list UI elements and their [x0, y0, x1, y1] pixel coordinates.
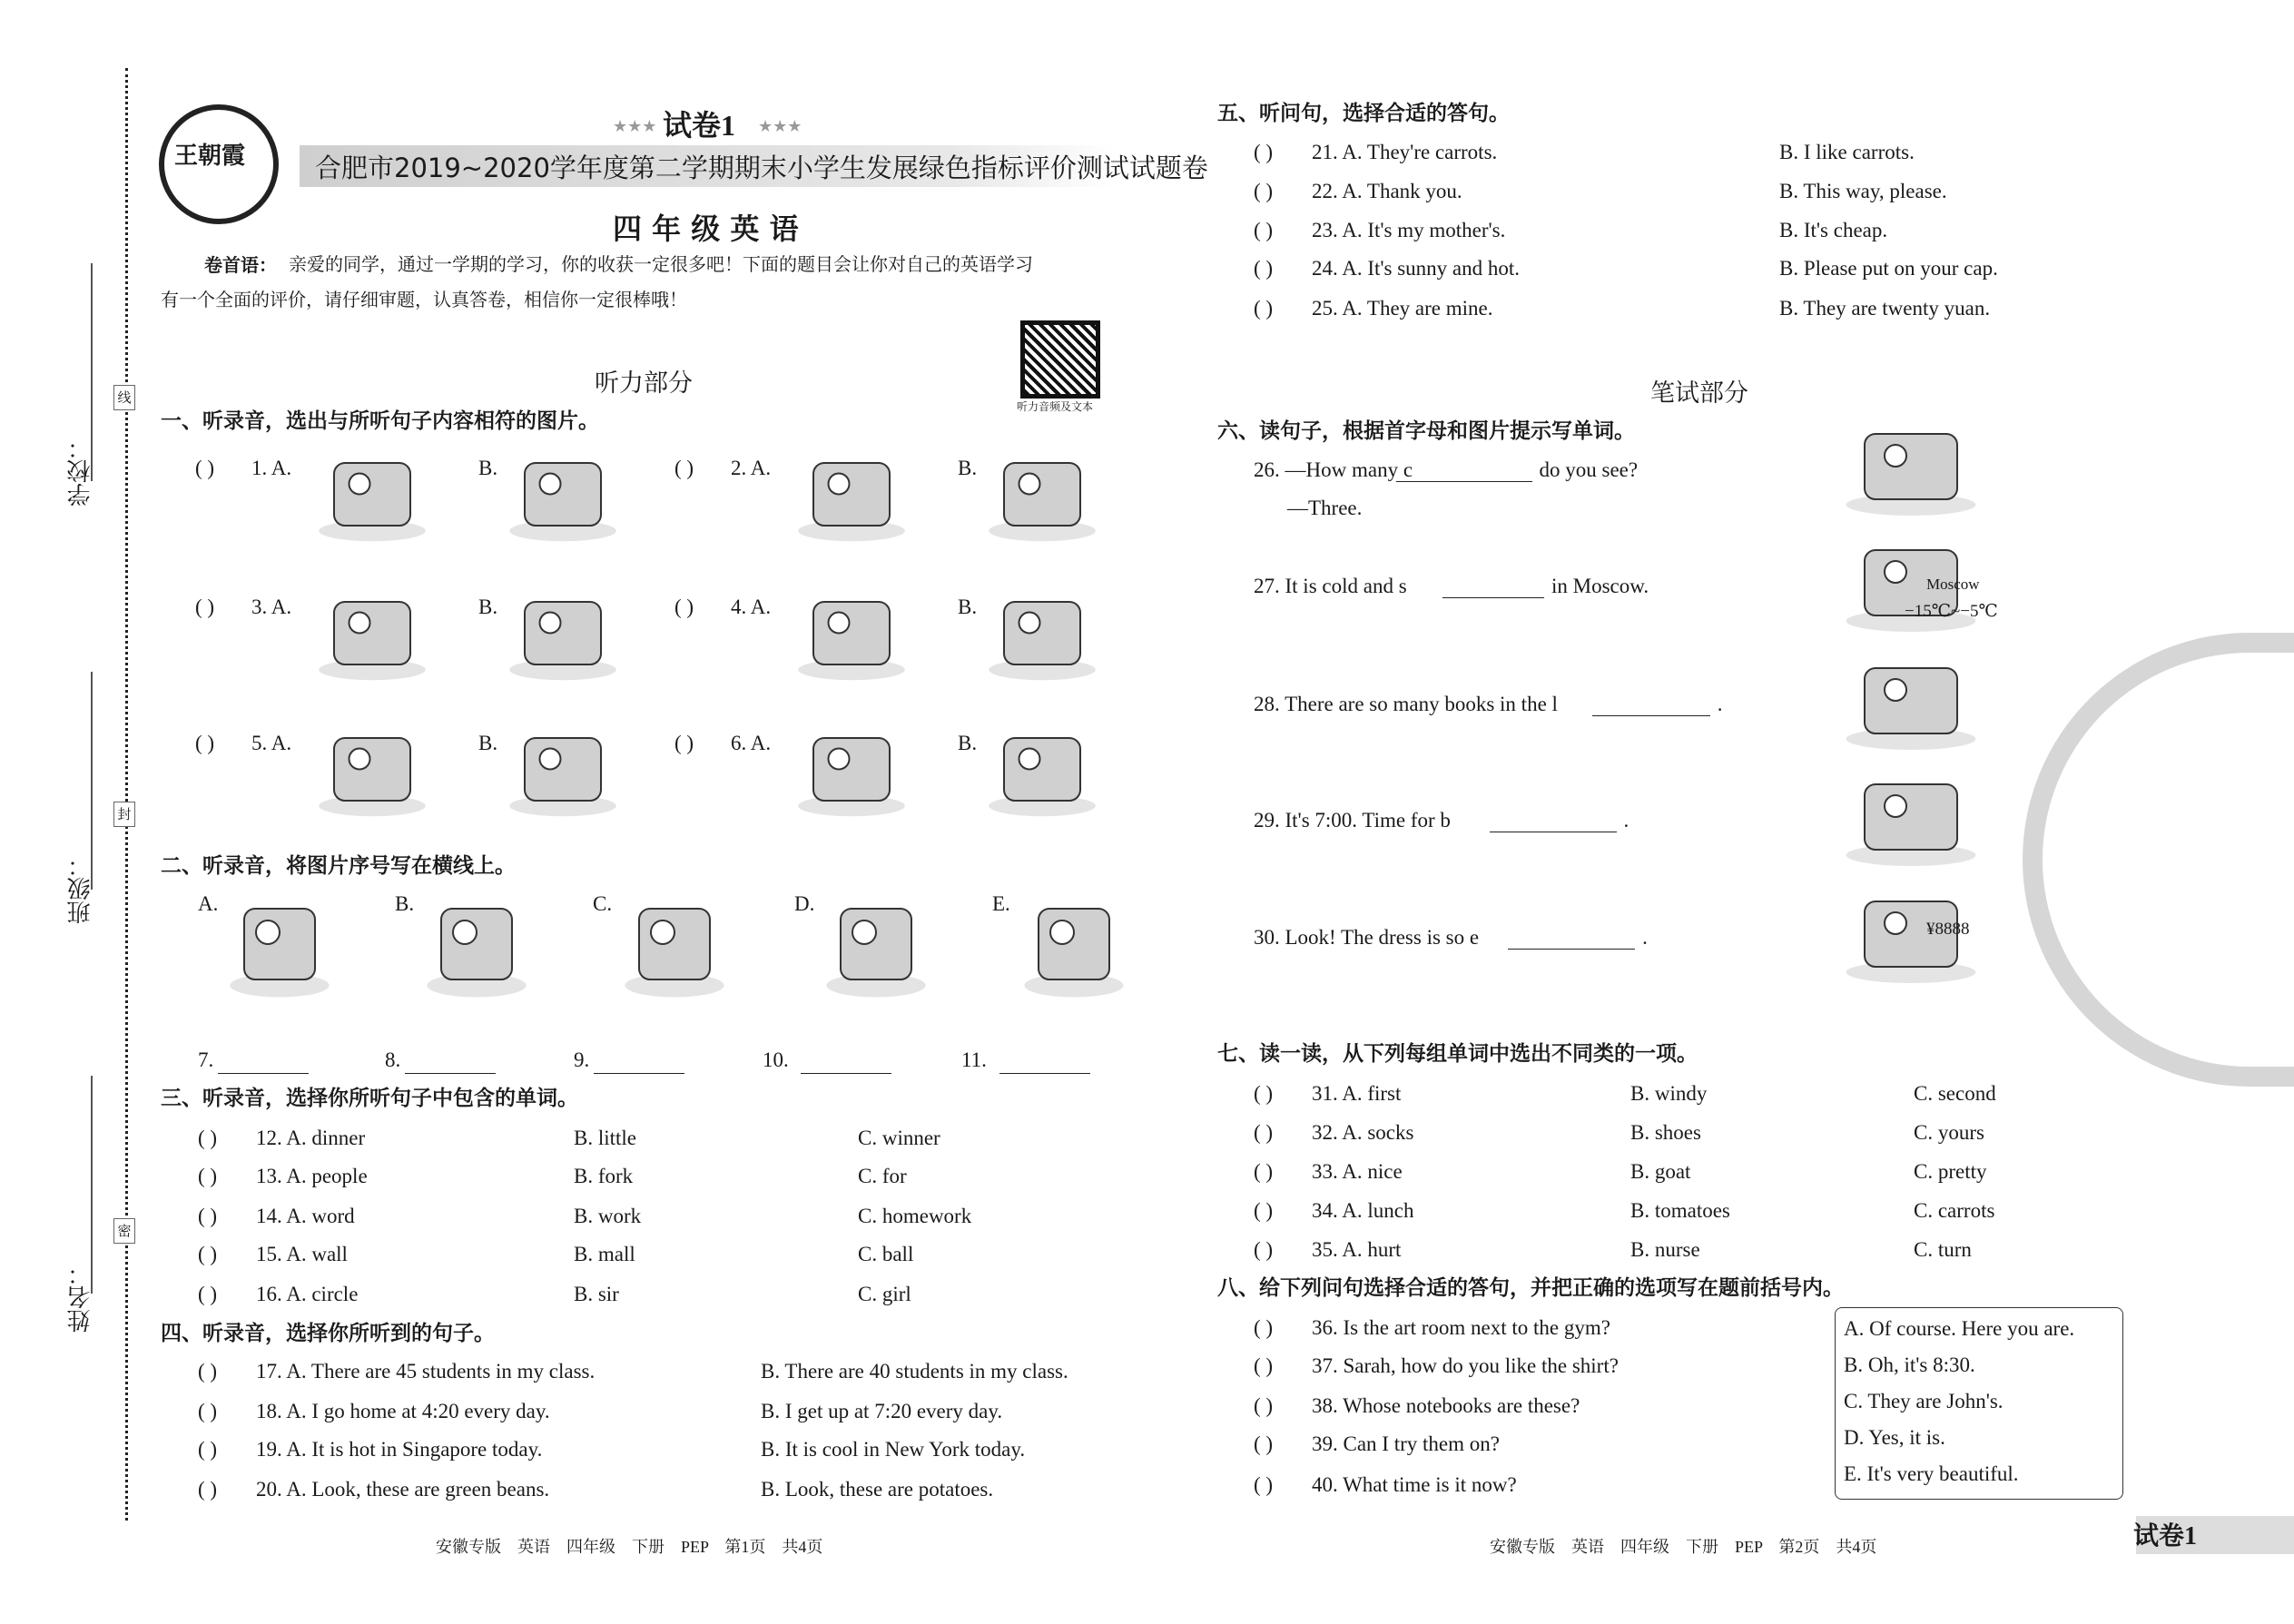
footer-left: 安徽专版 英语 四年级 下册 PEP 第1页 共4页 [436, 1538, 823, 1556]
pants-icon [499, 717, 626, 822]
option-b-label: B. [958, 595, 978, 618]
answer-blank[interactable] [594, 1049, 684, 1074]
option-b: B. This way, please. [1779, 180, 1947, 202]
boy-watering-flowers-icon [499, 442, 626, 546]
option-a: 32. A. socks [1312, 1121, 1414, 1144]
picture-label: B. [395, 892, 415, 915]
option-b: B. work [574, 1205, 642, 1227]
exam-title: 合肥市2019~2020学年度第二学期期末小学生发展绿色指标评价测试试题卷 [315, 153, 1208, 183]
binding-line [125, 68, 128, 1521]
series-title: 试卷1 [663, 109, 736, 142]
answer-paren[interactable]: ( ) [198, 1243, 218, 1265]
option-c: C. homework [858, 1205, 972, 1227]
option-b-label: B. [478, 457, 498, 479]
option-c: C. pretty [1914, 1160, 1987, 1183]
answer-blank[interactable] [1442, 574, 1544, 598]
intro-line2: 有一个全面的评价，请仔细审题，认真答卷，相信你一定很棒哦！ [161, 290, 687, 310]
question: 40. What time is it now? [1312, 1473, 1517, 1496]
option-a: 17. A. There are 45 students in my class. [256, 1360, 596, 1383]
girl-in-bed-with-clock-icon [979, 442, 1106, 546]
question-number: 3. A. [251, 595, 292, 618]
question-number: 5. A. [251, 732, 292, 754]
option-b: B. I get up at 7:20 every day. [761, 1400, 1003, 1422]
sentence-start: 26. —How many c [1254, 458, 1413, 481]
subject-title: 四 年 级 英 语 [613, 212, 799, 246]
option-b: B. tomatoes [1630, 1199, 1730, 1222]
option-b-label: B. [958, 732, 978, 754]
school-field[interactable] [91, 263, 93, 481]
shirt-icon [979, 717, 1106, 822]
picture-label: D. [794, 892, 815, 915]
library-building-icon [1834, 646, 1988, 755]
seal-mark: 密 [113, 1218, 135, 1244]
reply: —Three. [1287, 497, 1363, 519]
hint-price: ¥8888 [1926, 920, 1970, 939]
option-b: B. windy [1630, 1082, 1708, 1105]
answer-paren[interactable]: ( ) [1254, 141, 1274, 163]
answer-option: D. Yes, it is. [1844, 1426, 1945, 1449]
skirt-icon [788, 717, 915, 822]
question: 37. Sarah, how do you like the shirt? [1312, 1354, 1619, 1377]
rain-cloud-icon [817, 885, 935, 1003]
seal-mark: 封 [113, 802, 135, 827]
answer-blank[interactable] [1396, 458, 1532, 482]
blank-number: 11. [961, 1048, 987, 1071]
answer-paren[interactable]: ( ) [1254, 1121, 1274, 1144]
option-a: 35. A. hurt [1312, 1238, 1402, 1261]
option-c: C. second [1914, 1082, 1996, 1105]
sentence-end: do you see? [1539, 458, 1639, 481]
answer-blank[interactable] [999, 1049, 1090, 1074]
section1-heading: 一、听录音，选出与所听句子内容相符的图片。 [161, 409, 599, 433]
option-a: 20. A. Look, these are green beans. [256, 1478, 550, 1501]
answer-paren[interactable]: ( ) [1254, 1354, 1274, 1377]
answer-option: C. They are John's. [1844, 1390, 2004, 1412]
answer-blank[interactable] [1490, 808, 1617, 832]
answer-option: E. It's very beautiful. [1844, 1462, 2019, 1485]
option-b: B. mall [574, 1243, 635, 1265]
option-b: B. Look, these are potatoes. [761, 1478, 994, 1501]
option-a: 23. A. It's my mother's. [1312, 219, 1506, 241]
option-b-label: B. [958, 457, 978, 479]
blank-number: 9. [574, 1048, 590, 1071]
option-a: 22. A. Thank you. [1312, 180, 1462, 202]
stars-right: ★★★ [758, 117, 802, 135]
sentence-start: 30. Look! The dress is so e [1254, 926, 1480, 949]
school-label: 学校： [67, 436, 94, 507]
option-a: 33. A. nice [1312, 1160, 1403, 1183]
option-b: B. sir [574, 1283, 619, 1305]
sentence-end: . [1717, 693, 1723, 715]
option-c: C. ball [858, 1243, 914, 1265]
blank-number: 8. [385, 1048, 401, 1071]
sentence-end: . [1623, 809, 1629, 832]
answer-paren[interactable]: ( ) [1254, 1473, 1274, 1496]
answer-paren[interactable]: ( ) [195, 732, 215, 754]
hens-and-chicks-icon [418, 885, 536, 1003]
blank-number: 10. [763, 1048, 789, 1071]
boy-eating-with-clock-icon [1834, 763, 1988, 871]
option-b: B. It is cool in New York today. [761, 1438, 1026, 1461]
answer-paren[interactable]: ( ) [1254, 180, 1274, 202]
option-a: 12. A. dinner [256, 1127, 366, 1149]
question: 39. Can I try them on? [1312, 1432, 1500, 1455]
class-field[interactable] [91, 672, 93, 890]
option-b: B. nurse [1630, 1238, 1700, 1261]
answer-blank[interactable] [1592, 692, 1710, 716]
answer-paren[interactable]: ( ) [198, 1360, 218, 1383]
stars-left: ★★★ [613, 117, 657, 135]
answer-paren[interactable]: ( ) [674, 732, 694, 754]
question: 38. Whose notebooks are these? [1312, 1394, 1580, 1417]
option-c: C. carrots [1914, 1199, 1995, 1222]
family-eating-icon [788, 442, 915, 546]
answer-paren[interactable]: ( ) [198, 1205, 218, 1227]
picture-label: A. [198, 892, 219, 915]
option-a: 16. A. circle [256, 1283, 359, 1305]
answer-blank[interactable] [1508, 925, 1635, 950]
option-a: 24. A. It's sunny and hot. [1312, 257, 1521, 280]
shorts-icon [309, 717, 436, 822]
boys-playing-football-icon [309, 442, 436, 546]
option-c: C. for [858, 1165, 907, 1187]
question-number: 2. A. [731, 457, 772, 479]
question-number: 4. A. [731, 595, 772, 618]
sentence-end: in Moscow. [1551, 575, 1649, 597]
option-b-label: B. [478, 732, 498, 754]
option-a: 31. A. first [1312, 1082, 1402, 1105]
answer-paren[interactable]: ( ) [674, 595, 694, 618]
sentence-end: . [1642, 926, 1648, 949]
sunny-countryside-icon [309, 581, 436, 685]
answer-paren[interactable]: ( ) [1254, 257, 1274, 280]
class-label: 班级： [67, 853, 94, 924]
answer-paren[interactable]: ( ) [198, 1165, 218, 1187]
option-a: 15. A. wall [256, 1243, 348, 1265]
question-number: 1. A. [251, 457, 292, 479]
option-c: C. girl [858, 1283, 911, 1305]
logo-text: 王朝霞 [174, 143, 246, 169]
option-b-label: B. [478, 595, 498, 618]
horse-icon [979, 581, 1106, 685]
answer-paren[interactable]: ( ) [1254, 1432, 1274, 1455]
option-c: C. turn [1914, 1238, 1972, 1261]
question-number: 6. A. [731, 732, 772, 754]
section3-heading: 三、听录音，选择你所听句子中包含的单词。 [161, 1087, 578, 1110]
snowy-house-icon [499, 581, 626, 685]
answer-paren[interactable]: ( ) [1254, 1199, 1274, 1222]
option-b: B. It's cheap. [1779, 219, 1888, 241]
answer-paren[interactable]: ( ) [1254, 1160, 1274, 1183]
watermark-seal [2023, 633, 2294, 1087]
option-a: 13. A. people [256, 1165, 368, 1187]
answer-paren[interactable]: ( ) [198, 1283, 218, 1305]
picture-label: E. [992, 892, 1010, 915]
answer-paren[interactable]: ( ) [198, 1127, 218, 1149]
seal-mark: 线 [113, 385, 135, 410]
girls-singing-icon [221, 885, 339, 1003]
section2-heading: 二、听录音，将图片序号写在横线上。 [161, 854, 516, 878]
blank-number: 7. [198, 1048, 214, 1071]
qr-caption: 听力音频及文本 [1017, 400, 1094, 413]
answer-option: B. Oh, it's 8:30. [1844, 1353, 1975, 1376]
answer-blank[interactable] [405, 1049, 496, 1074]
option-b: B. little [574, 1127, 636, 1149]
answer-paren[interactable]: ( ) [674, 457, 694, 479]
section6-heading: 六、读句子，根据首字母和图片提示写单词。 [1217, 419, 1635, 443]
girl-drinking-at-desk-icon [615, 885, 733, 1003]
option-a: 34. A. lunch [1312, 1199, 1414, 1222]
answer-blank[interactable] [801, 1049, 891, 1074]
answer-paren[interactable]: ( ) [1254, 297, 1274, 320]
cats-on-tree-icon [1834, 412, 1988, 521]
hint-temperature: −15℃~−5℃ [1905, 602, 1998, 621]
qr-code [1020, 320, 1100, 399]
option-c: C. winner [858, 1127, 940, 1149]
answer-option: A. Of course. Here you are. [1844, 1317, 2075, 1340]
jacket-icon [1015, 885, 1133, 1003]
option-b: B. Please put on your cap. [1779, 257, 1998, 280]
listening-title: 听力部分 [595, 369, 693, 398]
option-b: B. There are 40 students in my class. [761, 1360, 1068, 1383]
intro-line1: 亲爱的同学，通过一学期的学习，你的收获一定很多吧！下面的题目会让你对自己的英语学习 [289, 255, 1033, 275]
answer-paren[interactable]: ( ) [1254, 219, 1274, 241]
section4-heading: 四、听录音，选择你所听到的句子。 [161, 1322, 495, 1345]
option-b: B. I like carrots. [1779, 141, 1915, 163]
answer-blank[interactable] [218, 1049, 309, 1074]
sentence-start: 28. There are so many books in the l [1254, 693, 1558, 715]
section5-heading: 五、听问句，选择合适的答句。 [1217, 102, 1510, 125]
option-a: 19. A. It is hot in Singapore today. [256, 1438, 543, 1461]
question: 36. Is the art room next to the gym? [1312, 1316, 1610, 1339]
answer-paren[interactable]: ( ) [1254, 1082, 1274, 1105]
option-b: B. shoes [1630, 1121, 1701, 1144]
name-label: 姓名： [67, 1262, 94, 1333]
option-a: 18. A. I go home at 4:20 every day. [256, 1400, 550, 1422]
footer-right: 安徽专版 英语 四年级 下册 PEP 第2页 共4页 [1490, 1538, 1877, 1556]
option-b: B. They are twenty yuan. [1779, 297, 1991, 320]
answer-paren[interactable]: ( ) [198, 1438, 218, 1461]
answer-paren[interactable]: ( ) [198, 1478, 218, 1501]
option-c: C. yours [1914, 1121, 1984, 1144]
sheep-farm-icon [788, 581, 915, 685]
answer-paren[interactable]: ( ) [1254, 1394, 1274, 1417]
sentence-start: 27. It is cold and s [1254, 575, 1407, 597]
answer-paren[interactable]: ( ) [195, 595, 215, 618]
answer-paren[interactable]: ( ) [198, 1400, 218, 1422]
intro-label: 卷首语： [204, 254, 277, 276]
name-field[interactable] [91, 1076, 93, 1294]
answer-paren[interactable]: ( ) [195, 457, 215, 479]
sentence-start: 29. It's 7:00. Time for b [1254, 809, 1451, 832]
option-a: 25. A. They are mine. [1312, 297, 1493, 320]
option-b: B. fork [574, 1165, 634, 1187]
section8-heading: 八、给下列问句选择合适的答句，并把正确的选项写在题前括号内。 [1217, 1276, 1844, 1300]
section7-heading: 七、读一读，从下列每组单词中选出不同类的一项。 [1217, 1042, 1698, 1066]
option-a: 21. A. They're carrots. [1312, 141, 1498, 163]
option-b: B. goat [1630, 1160, 1691, 1183]
hint-city: Moscow [1926, 576, 1980, 593]
option-a: 14. A. word [256, 1205, 355, 1227]
picture-label: C. [593, 892, 613, 915]
answer-paren[interactable]: ( ) [1254, 1316, 1274, 1339]
footer-tab: 试卷1 [2133, 1522, 2198, 1550]
answer-paren[interactable]: ( ) [1254, 1238, 1274, 1261]
writing-title: 笔试部分 [1650, 379, 1748, 408]
